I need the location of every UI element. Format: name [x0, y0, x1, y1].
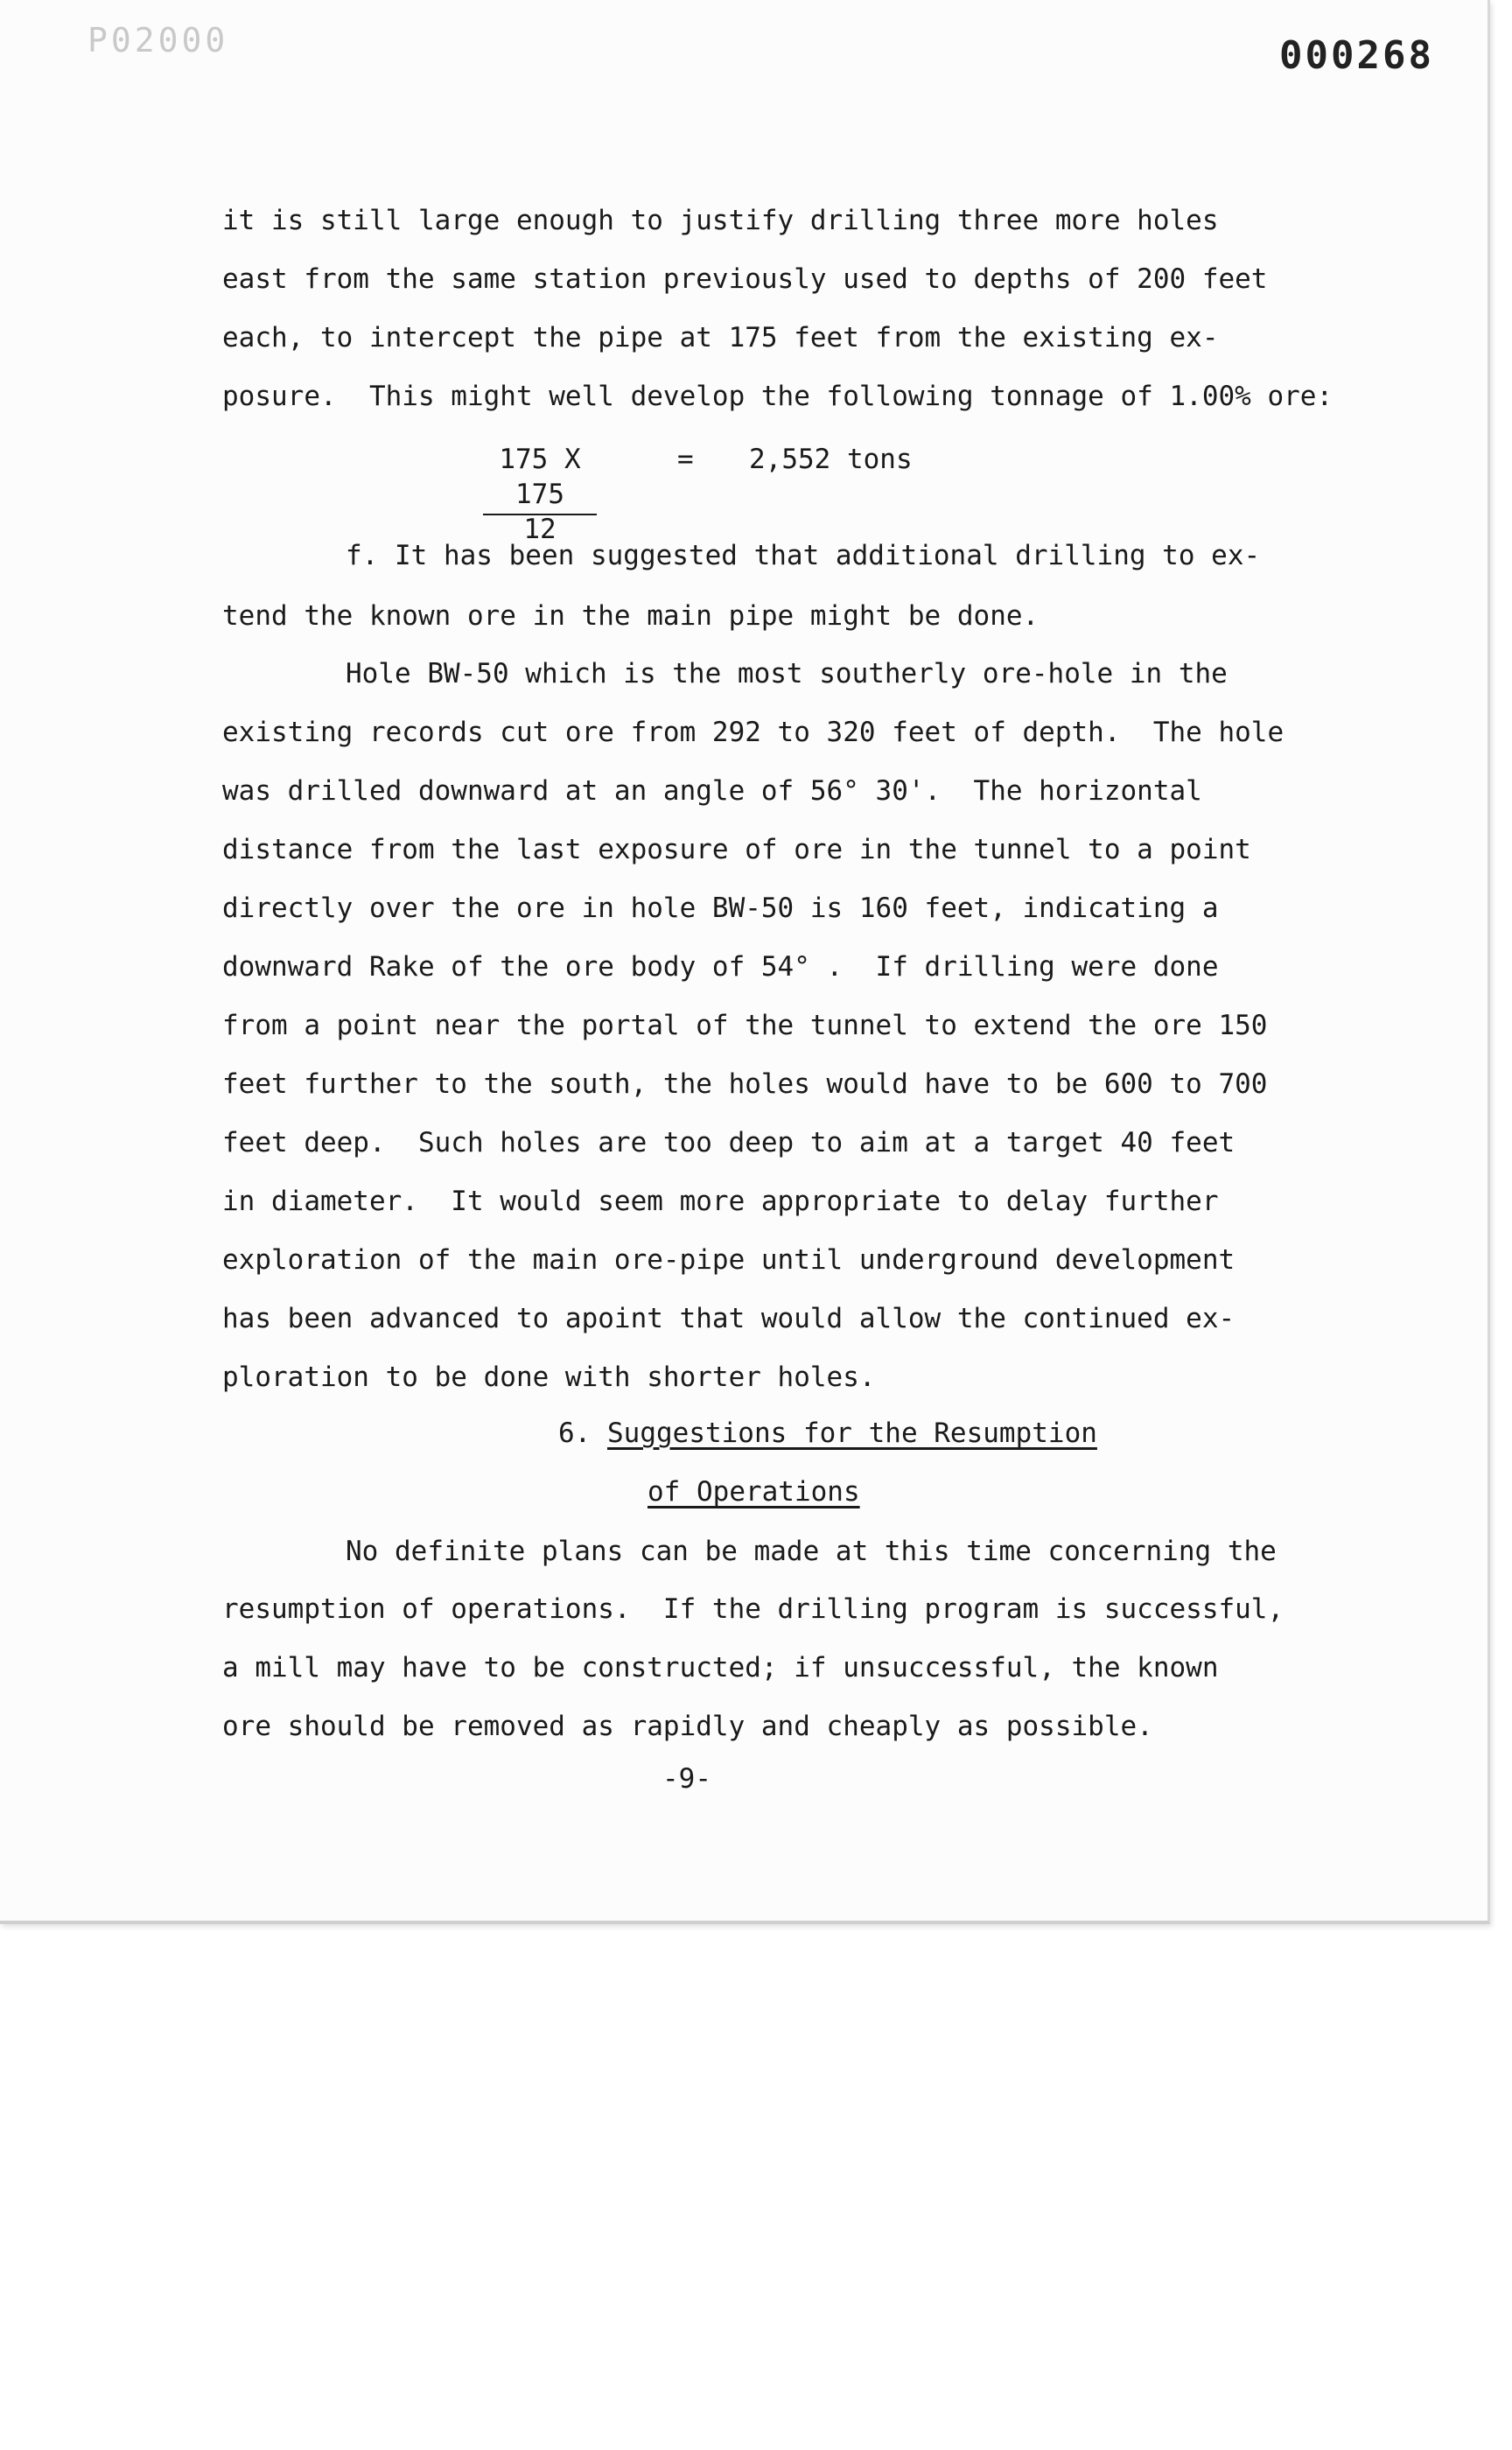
paragraph-hole-line: was drilled downward at an angle of 56° 30'. The horizontal [222, 775, 1202, 807]
paragraph-hole-line: ploration to be done with shorter holes. [222, 1362, 876, 1393]
formula-result: 2,552 tons [749, 444, 913, 475]
body-line: it is still large enough to justify drilling three more holes [222, 205, 1219, 236]
ghost-stamp-number: P02000 [88, 21, 229, 60]
paragraph-hole-line: exploration of the main ore-pipe until underground development [222, 1244, 1236, 1276]
section-heading [558, 1416, 1097, 1451]
paragraph-hole-line: feet further to the south, the holes would have to be 600 to 700 [222, 1068, 1268, 1100]
paragraph-hole-line: Hole BW-50 which is the most southerly ore-hole in the [346, 658, 1228, 690]
formula-denominator: 12 [523, 514, 556, 545]
paragraph-hole-line: in diameter. It would seem more appropriate to delay further [222, 1186, 1219, 1217]
body-line: each, to intercept the pipe at 175 feet from the existing ex- [222, 322, 1219, 354]
paragraph-hole-line: has been advanced to apoint that would allow the continued ex- [222, 1303, 1236, 1334]
paragraph-f-line: f. It has been suggested that additional drilling to ex- [346, 540, 1261, 571]
paragraph-last-line: a mill may have to be constructed; if unsuccessful, the known [222, 1652, 1219, 1684]
page-number: -9- [662, 1763, 711, 1795]
formula-numerator: 175 X 175 [483, 442, 597, 515]
paragraph-hole-line: distance from the last exposure of ore in the tunnel to a point [222, 834, 1251, 865]
body-line: east from the same station previously used to depths of 200 feet [222, 263, 1268, 295]
paragraph-hole-line: from a point near the portal of the tunnel to extend the ore 150 [222, 1010, 1268, 1041]
paragraph-last-line: No definite plans can be made at this time concerning the [346, 1536, 1277, 1567]
formula-equals: = [677, 444, 694, 475]
section-title-line1: Suggestions for the Resumption [607, 1418, 1097, 1449]
paragraph-f-line: tend the known ore in the main pipe might be done. [222, 600, 1040, 632]
body-line: posure. This might well develop the following tonnage of 1.00% ore: [222, 381, 1334, 412]
document-number: 000268 [1279, 33, 1434, 78]
paragraph-hole-line: existing records cut ore from 292 to 320 feet of depth. The hole [222, 717, 1284, 748]
paragraph-hole-line: directly over the ore in hole BW-50 is 160 feet, indicating a [222, 892, 1219, 924]
formula-fraction [483, 442, 597, 547]
section-title-line2: of Operations [648, 1476, 860, 1508]
paragraph-last-line: resumption of operations. If the drilling program is successful, [222, 1593, 1284, 1625]
section-number: 6. [558, 1418, 592, 1449]
paragraph-hole-line: feet deep. Such holes are too deep to aim at a target 40 feet [222, 1127, 1236, 1158]
paragraph-last-line: ore should be removed as rapidly and cheaply as possible. [222, 1711, 1153, 1742]
paragraph-hole-line: downward Rake of the ore body of 54° . If drilling were done [222, 951, 1219, 983]
